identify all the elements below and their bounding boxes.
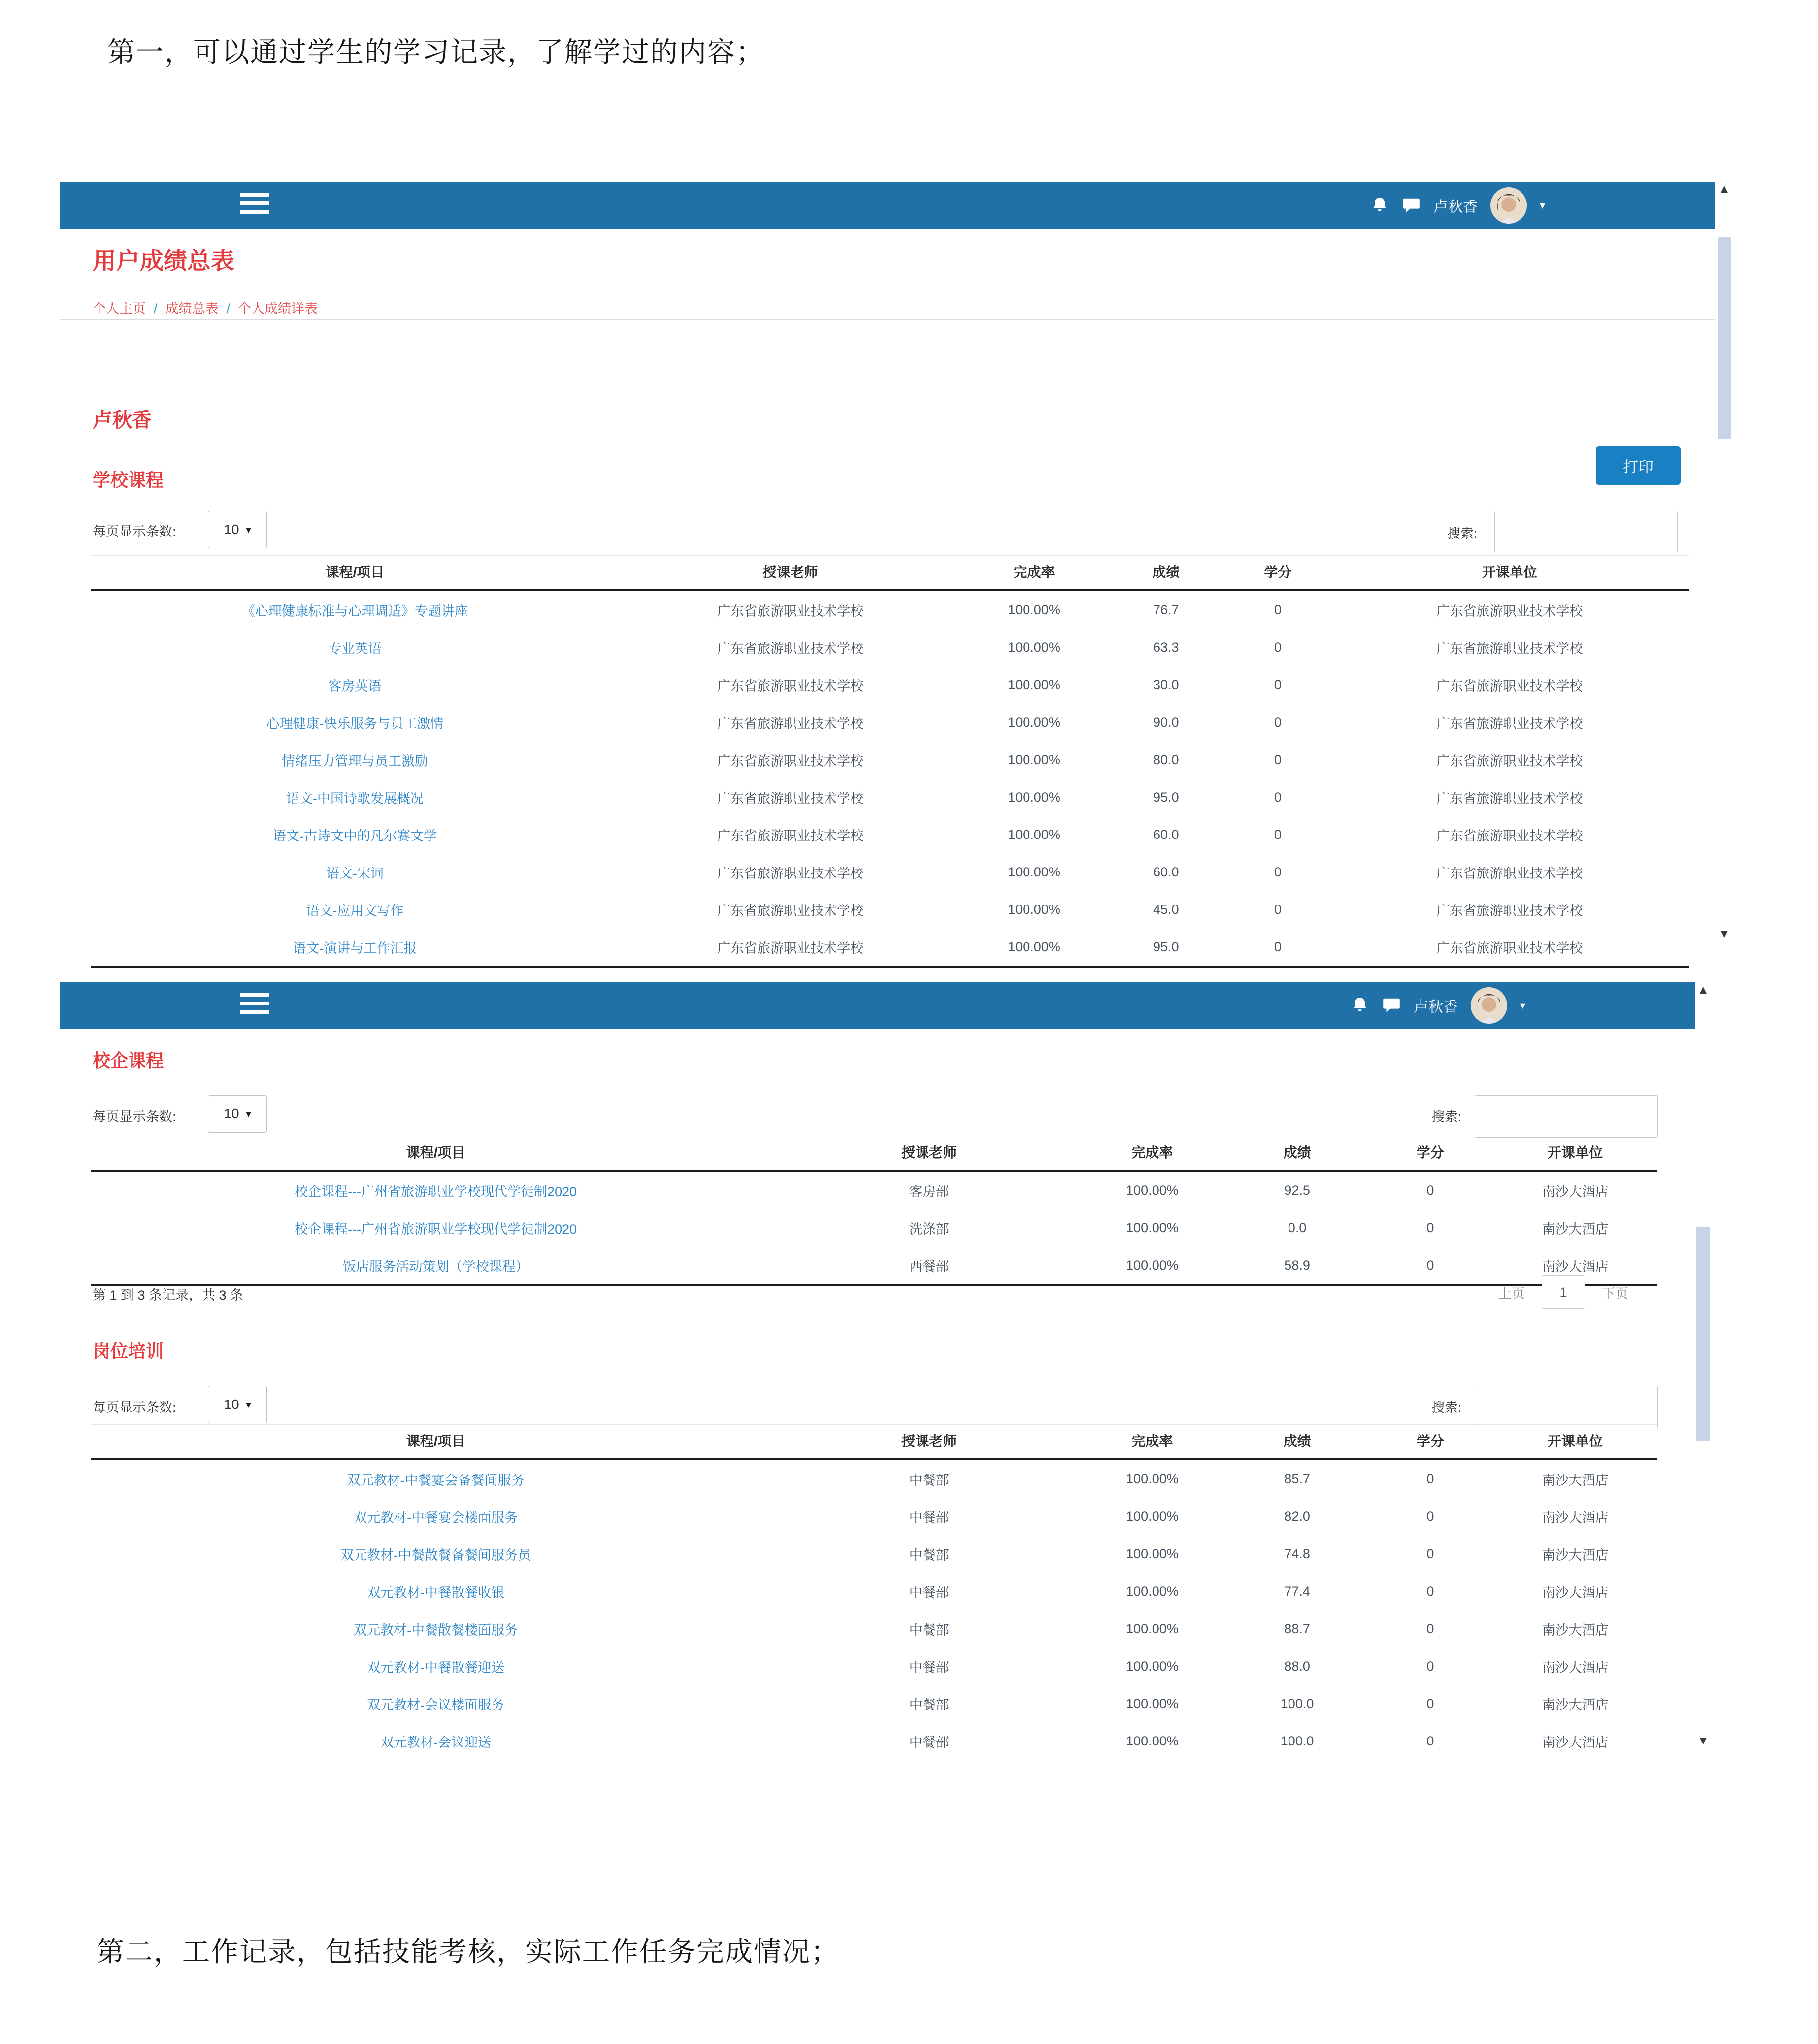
cell: 南沙大酒店 — [1542, 1660, 1609, 1675]
cell: 100.00% — [1126, 1621, 1179, 1636]
cell: 100.00% — [1008, 902, 1060, 917]
table-row — [91, 590, 1689, 629]
course-link[interactable]: 双元教材-中餐散餐楼面服务 — [354, 1622, 518, 1638]
cell: 0 — [1274, 602, 1282, 617]
section-heading-enterprise: 校企课程 — [93, 1050, 164, 1071]
cell: 0 — [1426, 1220, 1434, 1235]
outro-text: 第二，工作记录，包括技能考核，实际工作任务完成情况； — [97, 1936, 839, 1967]
per-page-label: 每页显示条数: — [93, 524, 176, 539]
search-label: 搜索: — [1447, 526, 1478, 541]
cell: 0 — [1274, 639, 1282, 655]
cell: 0 — [1274, 789, 1282, 804]
cell: 95.0 — [1153, 789, 1179, 804]
bell-icon[interactable] — [1370, 196, 1389, 215]
per-page-select[interactable] — [208, 511, 267, 548]
cell: 广东省旅游职业技术学校 — [1436, 791, 1583, 806]
cell: 广东省旅游职业技术学校 — [1436, 603, 1583, 619]
scrollbar-thumb[interactable] — [1718, 237, 1731, 439]
cell: 广东省旅游职业技术学校 — [717, 641, 864, 656]
column-header: 完成率 — [962, 556, 1106, 591]
caret-down-icon[interactable]: ▾ — [1540, 199, 1546, 211]
cell: 90.0 — [1153, 714, 1179, 730]
table-row — [91, 1246, 1657, 1285]
print-button[interactable]: 打印 — [1596, 446, 1681, 485]
cell: 100.00% — [1008, 752, 1060, 767]
scroll-down-icon[interactable]: ▼ — [1697, 1734, 1709, 1747]
cell: 60.0 — [1153, 864, 1179, 879]
cell: 广东省旅游职业技术学校 — [1330, 928, 1689, 967]
course-link[interactable]: 双元教材-中餐散餐备餐间服务员 — [340, 1547, 531, 1563]
course-link[interactable]: 校企课程---广州省旅游职业学校现代学徒制2020 — [295, 1221, 577, 1237]
records-summary: 第 1 到 3 条记录，共 3 条 — [93, 1288, 244, 1303]
section-heading-training: 岗位培训 — [93, 1341, 164, 1361]
cell: 100.00% — [1126, 1508, 1179, 1524]
cell: 88.0 — [1284, 1658, 1310, 1674]
cell: 58.9 — [1226, 1246, 1367, 1285]
cell: 0 — [1426, 1583, 1434, 1599]
cell: 76.7 — [1153, 602, 1179, 617]
cell: 0 — [1274, 677, 1282, 692]
course-link[interactable]: 双元教材-中餐散餐迎送 — [367, 1660, 505, 1675]
cell: 广东省旅游职业技术学校 — [619, 928, 962, 967]
per-page-value: 10 — [224, 1397, 239, 1412]
cell: 88.7 — [1284, 1621, 1310, 1636]
course-link[interactable]: 客房英语 — [328, 678, 382, 694]
table-row — [91, 741, 1689, 778]
intro-text: 第一，可以通过学生的学习记录，了解学过的内容； — [107, 36, 764, 67]
breadcrumb-grades[interactable]: 成绩总表 — [165, 302, 219, 316]
cell: 0.0 — [1288, 1220, 1307, 1235]
cell: 0 — [1226, 928, 1330, 967]
navbar-username[interactable]: 卢秋香 — [1414, 999, 1458, 1015]
cell: 100.00% — [1008, 714, 1060, 730]
section-heading-school: 学校课程 — [93, 470, 164, 490]
pagination — [1498, 1275, 1628, 1309]
cell: 广东省旅游职业技术学校 — [717, 791, 864, 806]
column-header: 完成率 — [1078, 1425, 1226, 1460]
avatar[interactable] — [1490, 187, 1527, 224]
column-header: 学分 — [1368, 1136, 1493, 1171]
cell: 100.0 — [1280, 1696, 1314, 1711]
cell: 中餐部 — [909, 1660, 949, 1675]
grades-window-2 — [60, 982, 1695, 1751]
breadcrumb-home[interactable]: 个人主页 — [93, 302, 146, 316]
cell: 85.7 — [1284, 1471, 1310, 1486]
column-header: 学分 — [1368, 1425, 1493, 1460]
cell: 0 — [1368, 1246, 1493, 1285]
grades-window-1 — [60, 182, 1715, 963]
chat-icon[interactable] — [1402, 196, 1421, 215]
cell: 广东省旅游职业技术学校 — [1436, 903, 1583, 918]
cell: 80.0 — [1153, 752, 1179, 767]
page-title: 用户成绩总表 — [93, 248, 235, 274]
cell: 广东省旅游职业技术学校 — [1436, 828, 1583, 843]
cell: 100.00% — [1126, 1658, 1179, 1674]
cell: 63.3 — [1153, 639, 1179, 655]
cell: 广东省旅游职业技术学校 — [1436, 753, 1583, 769]
top-navbar — [60, 982, 1695, 1029]
cell: 100.00% — [1126, 1733, 1179, 1748]
cell: 中餐部 — [909, 1697, 949, 1712]
cell: 100.00% — [1126, 1696, 1179, 1711]
cell: 南沙大酒店 — [1542, 1547, 1609, 1563]
table-row — [91, 816, 1689, 853]
cell: 100.00% — [1126, 1583, 1179, 1599]
menu-icon[interactable] — [240, 193, 269, 219]
cell: 南沙大酒店 — [1542, 1622, 1609, 1638]
cell: 100.00% — [1126, 1220, 1179, 1235]
course-link[interactable]: 语文-古诗文中的凡尔赛文学 — [272, 828, 437, 843]
cell: 100.00% — [1126, 1546, 1179, 1561]
cell: 广东省旅游职业技术学校 — [717, 866, 864, 881]
per-page-value: 10 — [224, 522, 239, 537]
table-row — [91, 1610, 1657, 1647]
scroll-up-icon[interactable]: ▲ — [1719, 182, 1730, 196]
cell: 广东省旅游职业技术学校 — [1436, 678, 1583, 694]
scrollbar-thumb[interactable] — [1696, 1227, 1710, 1441]
cell: 南沙大酒店 — [1493, 1246, 1657, 1285]
cell: 95.0 — [1106, 928, 1226, 967]
per-page-value: 10 — [224, 1106, 239, 1121]
course-link[interactable]: 双元教材-中餐宴会备餐间服务 — [347, 1473, 525, 1488]
cell: 0 — [1426, 1658, 1434, 1674]
breadcrumb-detail[interactable]: 个人成绩详表 — [238, 302, 318, 316]
table-row — [91, 1498, 1657, 1535]
column-header: 完成率 — [1078, 1136, 1226, 1171]
cell: 南沙大酒店 — [1542, 1510, 1609, 1525]
course-link[interactable]: 语文-宋词 — [326, 866, 384, 881]
cell: 45.0 — [1153, 902, 1179, 917]
table-row — [91, 1722, 1657, 1760]
bell-icon[interactable] — [1351, 996, 1369, 1015]
chevron-down-icon: ▾ — [246, 1399, 251, 1410]
cell: 100.00% — [1008, 639, 1060, 655]
cell: 广东省旅游职业技术学校 — [717, 603, 864, 619]
course-link[interactable]: 情绪压力管理与员工激励 — [281, 753, 428, 769]
column-header: 开课单位 — [1493, 1425, 1657, 1460]
cell: 中餐部 — [909, 1585, 949, 1600]
cell: 0 — [1426, 1471, 1434, 1486]
column-header: 课程/项目 — [91, 1425, 780, 1460]
cell: 0 — [1274, 827, 1282, 842]
cell: 广东省旅游职业技术学校 — [1436, 716, 1583, 731]
cell: 广东省旅游职业技术学校 — [717, 903, 864, 918]
next-page-button[interactable]: 下页 — [1602, 1286, 1628, 1301]
enterprise-courses-table — [91, 1136, 1657, 1286]
table-row — [91, 704, 1689, 741]
column-header: 开课单位 — [1493, 1136, 1657, 1171]
chevron-down-icon: ▾ — [246, 1108, 251, 1120]
column-header: 开课单位 — [1330, 556, 1689, 591]
table-row — [91, 666, 1689, 704]
column-header: 成绩 — [1106, 556, 1226, 591]
cell: 100.0 — [1280, 1733, 1314, 1748]
cell: 0 — [1274, 902, 1282, 917]
column-header: 课程/项目 — [91, 556, 619, 591]
cell: 82.0 — [1284, 1508, 1310, 1524]
cell: 100.00% — [1078, 1246, 1226, 1285]
cell: 南沙大酒店 — [1542, 1585, 1609, 1600]
course-link[interactable]: 双元教材-会议楼面服务 — [367, 1697, 505, 1712]
cell: 0 — [1274, 864, 1282, 879]
cell: 南沙大酒店 — [1542, 1221, 1609, 1237]
cell: 广东省旅游职业技术学校 — [717, 716, 864, 731]
caret-down-icon[interactable]: ▾ — [1520, 999, 1526, 1011]
cell: 西餐部 — [780, 1246, 1078, 1285]
column-header: 课程/项目 — [91, 1136, 780, 1171]
top-navbar — [60, 182, 1715, 229]
cell: 100.00% — [1126, 1471, 1179, 1486]
cell: 100.00% — [1126, 1182, 1179, 1198]
table-row — [91, 1209, 1657, 1246]
table-row — [91, 1459, 1657, 1498]
breadcrumb-separator: / — [226, 302, 231, 316]
per-page-select[interactable] — [208, 1386, 267, 1423]
column-header: 授课老师 — [780, 1136, 1078, 1171]
search-input[interactable] — [1475, 1095, 1658, 1138]
cell: 南沙大酒店 — [1542, 1735, 1609, 1750]
breadcrumb-divider — [60, 319, 1715, 320]
course-link[interactable]: 心理健康-快乐服务与员工激情 — [266, 716, 444, 731]
per-page-label: 每页显示条数: — [93, 1400, 176, 1415]
column-header: 成绩 — [1226, 1136, 1367, 1171]
cell: 广东省旅游职业技术学校 — [1436, 641, 1583, 656]
table-row — [91, 891, 1689, 928]
course-link[interactable]: 双元教材-会议迎送 — [380, 1735, 492, 1750]
course-link[interactable]: 专业英语 — [328, 641, 382, 656]
cell: 100.00% — [1008, 602, 1060, 617]
course-link[interactable]: 语文-中国诗歌发展概况 — [286, 791, 424, 806]
column-header: 授课老师 — [619, 556, 962, 591]
training-courses-table — [91, 1424, 1657, 1760]
column-header: 学分 — [1226, 556, 1330, 591]
table-row — [91, 1171, 1657, 1209]
table-row — [91, 629, 1689, 666]
cell: 30.0 — [1153, 677, 1179, 692]
cell: 60.0 — [1153, 827, 1179, 842]
breadcrumb-separator: / — [154, 302, 158, 316]
cell: 广东省旅游职业技术学校 — [717, 753, 864, 769]
navbar-username[interactable]: 卢秋香 — [1433, 199, 1478, 215]
table-row — [91, 778, 1689, 816]
menu-icon[interactable] — [240, 993, 269, 1019]
column-header: 成绩 — [1226, 1425, 1367, 1460]
cell: 南沙大酒店 — [1542, 1473, 1609, 1488]
cell: 0 — [1274, 714, 1282, 730]
cell: 100.00% — [1008, 827, 1060, 842]
cell: 广东省旅游职业技术学校 — [717, 828, 864, 843]
avatar[interactable] — [1471, 987, 1507, 1024]
cell: 中餐部 — [909, 1735, 949, 1750]
student-name: 卢秋香 — [93, 409, 152, 431]
cell: 0 — [1426, 1546, 1434, 1561]
cell: 100.00% — [1008, 677, 1060, 692]
chevron-down-icon: ▾ — [246, 524, 251, 536]
course-link[interactable]: 校企课程---广州省旅游职业学校现代学徒制2020 — [295, 1184, 577, 1199]
school-courses-table — [91, 555, 1689, 968]
cell: 0 — [1426, 1696, 1434, 1711]
cell: 77.4 — [1284, 1583, 1310, 1599]
column-header: 授课老师 — [780, 1425, 1078, 1460]
chat-icon[interactable] — [1382, 996, 1401, 1015]
table-row — [91, 1573, 1657, 1610]
cell: 广东省旅游职业技术学校 — [717, 678, 864, 694]
cell: 0 — [1426, 1733, 1434, 1748]
per-page-label: 每页显示条数: — [93, 1109, 176, 1124]
cell: 74.8 — [1284, 1546, 1310, 1561]
cell: 92.5 — [1284, 1182, 1310, 1198]
cell: 100.00% — [962, 928, 1106, 967]
table-row — [91, 1647, 1657, 1685]
scroll-down-icon[interactable]: ▼ — [1719, 927, 1730, 940]
course-link[interactable]: 饭店服务活动策划（学校课程） — [91, 1246, 780, 1285]
cell: 广东省旅游职业技术学校 — [1436, 866, 1583, 881]
cell: 中餐部 — [909, 1622, 949, 1638]
search-input[interactable] — [1494, 511, 1678, 553]
cell: 100.00% — [1008, 789, 1060, 804]
cell: 中餐部 — [909, 1473, 949, 1488]
course-link[interactable]: 语文-演讲与工作汇报 — [91, 928, 619, 967]
course-link[interactable]: 语文-应用文写作 — [306, 903, 404, 918]
cell: 100.00% — [1008, 864, 1060, 879]
search-label: 搜索: — [1431, 1400, 1462, 1415]
table-row — [91, 928, 1689, 967]
cell: 中餐部 — [909, 1547, 949, 1563]
cell: 客房部 — [909, 1184, 949, 1199]
course-link[interactable]: 《心理健康标准与心理调适》专题讲座 — [241, 603, 468, 619]
prev-page-button[interactable]: 上页 — [1498, 1286, 1525, 1301]
table-row — [91, 1535, 1657, 1573]
breadcrumb — [93, 298, 318, 317]
current-page-box[interactable]: 1 — [1542, 1275, 1585, 1309]
cell: 0 — [1274, 752, 1282, 767]
cell: 0 — [1426, 1621, 1434, 1636]
search-input[interactable] — [1475, 1386, 1658, 1428]
per-page-select[interactable] — [208, 1095, 267, 1133]
table-row — [91, 853, 1689, 891]
scroll-up-icon[interactable]: ▲ — [1697, 983, 1709, 997]
cell: 0 — [1426, 1508, 1434, 1524]
table-row — [91, 1685, 1657, 1722]
cell: 中餐部 — [909, 1510, 949, 1525]
cell: 0 — [1426, 1182, 1434, 1198]
course-link[interactable]: 双元教材-中餐宴会楼面服务 — [354, 1510, 518, 1525]
course-link[interactable]: 双元教材-中餐散餐收银 — [367, 1585, 505, 1600]
cell: 洗涤部 — [909, 1221, 949, 1237]
search-label: 搜索: — [1431, 1109, 1462, 1124]
cell: 南沙大酒店 — [1542, 1697, 1609, 1712]
cell: 南沙大酒店 — [1542, 1184, 1609, 1199]
